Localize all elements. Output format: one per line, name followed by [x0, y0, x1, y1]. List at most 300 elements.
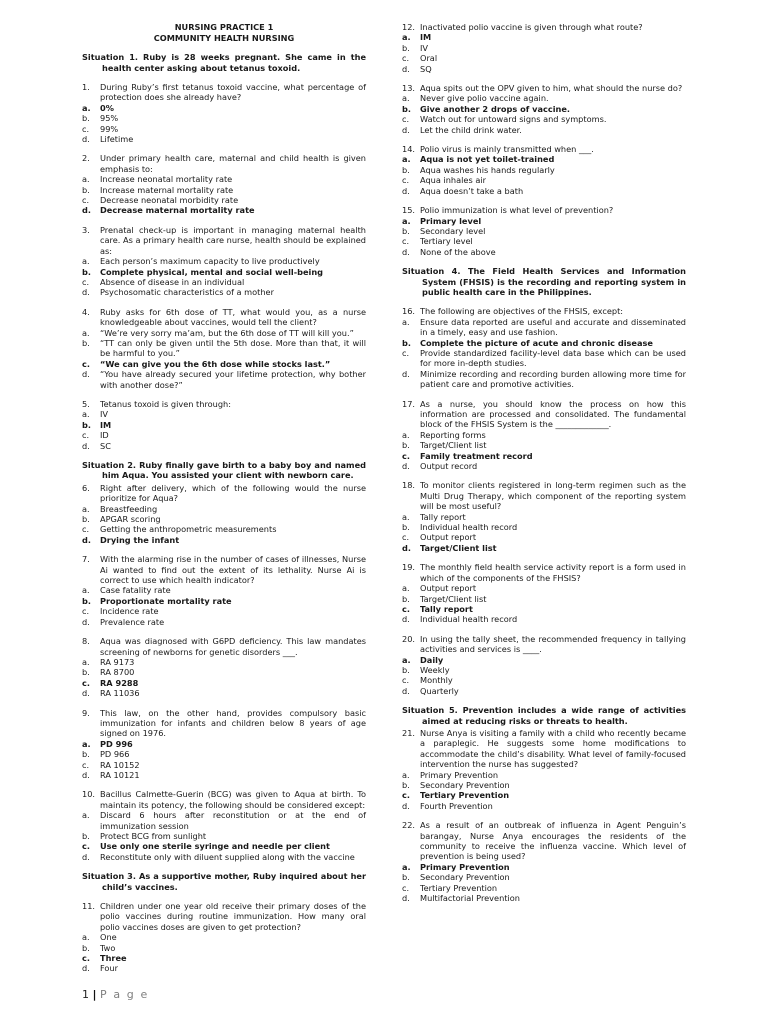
option-letter: c. [402, 114, 410, 125]
option-letter: c. [402, 675, 410, 686]
answer-option [82, 524, 366, 534]
option-letter: b. [82, 514, 90, 525]
option-text: “You have already secured your lifetime protection, why bother with another dose?” [100, 369, 366, 390]
option-text: Psychosomatic characteristics of a mother [100, 287, 274, 298]
left-column-body [82, 52, 366, 974]
option-text: RA 10152 [100, 759, 140, 770]
question-item [82, 399, 366, 451]
option-text: Getting the anthropometric measurements [100, 524, 277, 535]
option-text: RA 8700 [100, 667, 135, 678]
answer-option-correct [402, 32, 686, 42]
question-number: 20. [402, 633, 416, 644]
option-letter: a. [82, 810, 90, 821]
answer-option [402, 883, 686, 893]
question-number: 21. [402, 727, 416, 738]
option-letter: c. [402, 450, 410, 461]
option-text: Watch out for untoward signs and symptoms. [420, 114, 607, 125]
option-text: PD 966 [100, 749, 130, 760]
question-item [402, 562, 686, 624]
question-item [82, 307, 366, 390]
option-text: Output report [420, 532, 477, 543]
answer-option [82, 831, 366, 841]
option-text: Absence of disease in an individual [100, 276, 245, 287]
situation-heading: Situation 4. The Field Health Services and Information System (FHSIS) is the recording and reporting system in public health care in the Philippines. [402, 266, 686, 297]
option-letter: d. [402, 893, 410, 904]
option-letter: c. [82, 606, 90, 617]
answer-option [402, 770, 686, 780]
option-text: “TT can only be given until the 5th dose. More than that, it will be harmful to you.” [100, 337, 366, 359]
question-item [82, 225, 366, 298]
answer-option-correct [402, 451, 686, 461]
question-number: 2. [82, 153, 90, 164]
option-text: Aqua is not yet toilet-trained [420, 154, 555, 165]
answer-option [402, 665, 686, 675]
option-letter: d. [402, 542, 411, 553]
option-letter: c. [82, 524, 90, 535]
question-number: 7. [82, 554, 90, 565]
answer-option-correct [82, 420, 366, 430]
question-text: Children under one year old receive their primary doses of the polio vaccines during routine immunization. How many oral polio vaccines doses are given to get protection? [100, 901, 366, 932]
option-letter: a. [82, 585, 90, 596]
answer-option [402, 583, 686, 593]
option-letter: b. [402, 522, 410, 533]
answer-option [82, 409, 366, 419]
question-stem [82, 901, 366, 932]
option-text: Never give polio vaccine again. [420, 93, 549, 104]
option-letter: b. [402, 593, 410, 604]
option-text: Oral [420, 53, 438, 64]
option-text: Complete the picture of acute and chronic disease [420, 337, 653, 348]
option-letter: d. [82, 369, 90, 380]
answer-option [82, 688, 366, 698]
question-stem [82, 82, 366, 103]
option-text: IM [420, 32, 432, 43]
option-letter: d. [82, 769, 90, 780]
question-item [402, 634, 686, 696]
question-text: The monthly field health service activity report is a form used in which of the components of the FHSIS? [420, 562, 686, 583]
option-text: Tertiary Prevention [420, 790, 510, 801]
answer-option-correct [402, 604, 686, 614]
question-stem [82, 708, 366, 739]
option-letter: c. [82, 195, 90, 206]
answer-option [402, 440, 686, 450]
option-text: Four [100, 963, 118, 974]
answer-option [402, 93, 686, 103]
question-stem [402, 144, 686, 154]
option-text: PD 996 [100, 738, 133, 749]
question-item [402, 399, 686, 472]
question-stem [402, 205, 686, 215]
option-text: Tally report [420, 603, 473, 614]
question-item [402, 144, 686, 196]
question-number: 6. [82, 482, 90, 493]
question-stem [82, 153, 366, 174]
question-number: 1. [82, 82, 90, 92]
option-text: Tally report [420, 511, 466, 522]
option-letter: c. [402, 882, 410, 893]
option-letter: b. [82, 667, 90, 678]
question-stem [402, 306, 686, 316]
option-letter: d. [82, 963, 90, 974]
option-letter: b. [82, 337, 90, 348]
question-item [402, 728, 686, 811]
option-letter: b. [82, 942, 90, 953]
question-number: 19. [402, 562, 416, 573]
option-text: Provide standardized facility-level data base which can be used for more in-depth studies. [420, 347, 686, 369]
option-text: Tertiary level [420, 236, 473, 247]
answer-option [402, 801, 686, 811]
question-number: 5. [82, 398, 90, 409]
answer-option [402, 64, 686, 74]
question-text: Aqua was diagnosed with G6PD deficiency. This law mandates screening of newborns for genetic disorders ___. [100, 636, 366, 657]
option-text: Lifetime [100, 134, 134, 145]
answer-option-correct [82, 841, 366, 851]
option-letter: c. [402, 790, 410, 801]
answer-option [402, 780, 686, 790]
answer-option [82, 657, 366, 667]
answer-option [82, 932, 366, 942]
question-number: 12. [402, 22, 416, 32]
question-stem [402, 820, 686, 862]
question-stem [402, 562, 686, 583]
question-stem [402, 22, 686, 32]
question-item [402, 83, 686, 135]
option-letter: a. [402, 32, 411, 43]
question-item [82, 483, 366, 545]
option-letter: c. [82, 759, 90, 770]
answer-option [402, 594, 686, 604]
answer-option [402, 186, 686, 196]
answer-option [82, 124, 366, 134]
option-text: Discard 6 hours after reconstitution or at the end of immunization session [100, 810, 366, 831]
option-text: One [100, 932, 117, 943]
question-item [402, 820, 686, 903]
question-item [402, 22, 686, 74]
question-stem [402, 634, 686, 655]
option-letter: b. [82, 749, 90, 760]
option-letter: c. [402, 53, 410, 64]
option-letter: d. [402, 185, 410, 196]
option-letter: c. [402, 603, 410, 614]
answer-option [82, 943, 366, 953]
question-text: Right after delivery, which of the following would the nurse prioritize for Aqua? [100, 482, 366, 504]
question-item [82, 153, 366, 215]
option-text: Tertiary Prevention [420, 882, 498, 893]
option-letter: c. [402, 532, 410, 543]
question-text: Ruby asks for 6th dose of TT, what would you, as a nurse knowledgeable about vaccines, would tell the client? [100, 306, 366, 328]
option-text: Reconstitute only with diluent supplied along with the vaccine [100, 851, 355, 862]
question-item [82, 636, 366, 698]
answer-option [82, 328, 366, 338]
question-stem [82, 225, 366, 256]
question-text: As a result of an outbreak of influenza in Agent Penguin’s barangay, Nurse Anya encourages the residents of the community to receive the influenza vaccine. Which level of prevention is being used? [420, 820, 686, 862]
answer-option [402, 175, 686, 185]
question-number: 4. [82, 306, 90, 317]
question-number: 8. [82, 636, 90, 647]
answer-option [82, 606, 366, 616]
answer-option [82, 585, 366, 595]
answer-option [82, 134, 366, 144]
answer-option [402, 461, 686, 471]
option-text: Primary Prevention [420, 861, 510, 872]
option-text: Quarterly [420, 685, 459, 696]
option-text: Decrease neonatal morbidity rate [100, 195, 239, 206]
answer-option [82, 185, 366, 195]
answer-option [402, 532, 686, 542]
option-text: Daily [420, 654, 444, 665]
question-number: 3. [82, 224, 90, 235]
option-letter: b. [402, 225, 410, 236]
answer-option [82, 617, 366, 627]
option-letter: d. [402, 461, 410, 472]
answer-option [402, 317, 686, 338]
option-text: Increase neonatal mortality rate [100, 174, 233, 185]
option-letter: b. [402, 164, 410, 175]
option-text: Prevalence rate [100, 616, 165, 627]
answer-option [82, 760, 366, 770]
answer-option [402, 430, 686, 440]
question-number: 10. [82, 789, 96, 800]
option-letter: c. [82, 358, 90, 369]
option-letter: a. [82, 738, 91, 749]
option-letter: c. [82, 276, 90, 287]
answer-option [82, 504, 366, 514]
question-stem [82, 636, 366, 657]
option-letter: a. [82, 656, 90, 667]
option-text: Monthly [420, 675, 453, 686]
option-text: SC [100, 440, 111, 451]
answer-option [402, 114, 686, 124]
answer-option [402, 893, 686, 903]
answer-option-correct [82, 205, 366, 215]
question-number: 13. [402, 83, 416, 94]
question-stem [402, 728, 686, 770]
answer-option [402, 43, 686, 53]
answer-option [82, 369, 366, 390]
option-text: Give another 2 drops of vaccine. [420, 103, 570, 114]
answer-option-correct [402, 104, 686, 114]
option-letter: a. [82, 102, 91, 113]
option-letter: a. [402, 154, 411, 165]
answer-option-correct [402, 862, 686, 872]
option-text: Drying the infant [100, 534, 180, 545]
option-letter: d. [82, 134, 90, 145]
option-text: Two [100, 942, 116, 953]
page-footer [82, 988, 149, 1002]
answer-option-correct [402, 543, 686, 553]
answer-option-correct [82, 535, 366, 545]
answer-option [402, 512, 686, 522]
option-letter: b. [82, 113, 90, 124]
answer-option-correct [82, 739, 366, 749]
option-letter: b. [82, 595, 91, 606]
option-letter: c. [82, 841, 90, 852]
option-letter: a. [82, 932, 90, 943]
option-letter: a. [402, 583, 410, 594]
option-letter: b. [402, 780, 410, 790]
option-letter: c. [82, 677, 90, 688]
answer-option [82, 749, 366, 759]
option-text: ID [100, 430, 109, 441]
question-item [82, 554, 366, 627]
page-label: P a g e [100, 988, 149, 1001]
option-text: 99% [100, 123, 119, 134]
option-text: Output report [420, 583, 477, 594]
option-text: Individual health record [420, 614, 518, 625]
answer-option [402, 522, 686, 532]
answer-option [402, 686, 686, 696]
situation-heading: Situation 2. Ruby finally gave birth to a baby boy and named him Aqua. You assisted your client with newborn care. [82, 460, 366, 481]
option-text: Secondary Prevention [420, 780, 510, 790]
answer-option [82, 667, 366, 677]
option-text: Three [100, 953, 127, 964]
answer-option [82, 174, 366, 184]
question-item [82, 82, 366, 144]
option-letter: d. [82, 534, 91, 545]
option-text: Aqua washes his hands regularly [420, 164, 555, 175]
option-text: Secondary level [420, 225, 486, 236]
question-text: Under primary health care, maternal and child health is given emphasis to: [100, 153, 366, 174]
answer-option [82, 514, 366, 524]
answer-option-correct [82, 103, 366, 113]
answer-option [402, 125, 686, 135]
option-letter: d. [82, 287, 90, 298]
question-number: 11. [82, 901, 96, 912]
option-letter: a. [82, 503, 90, 514]
option-letter: b. [402, 42, 410, 53]
question-stem [82, 554, 366, 585]
question-number: 17. [402, 398, 416, 409]
question-text: Polio immunization is what level of prevention? [420, 205, 614, 216]
answer-option [82, 430, 366, 440]
answer-option [402, 872, 686, 882]
option-text: Individual health record [420, 522, 518, 533]
option-letter: b. [402, 440, 410, 451]
option-letter: d. [402, 614, 410, 625]
question-item [82, 901, 366, 974]
option-letter: b. [82, 419, 91, 430]
option-text: Ensure data reported are useful and accurate and disseminated in a timely, easy and use fashion. [420, 316, 686, 338]
answer-option [82, 963, 366, 973]
option-text: Decrease maternal mortality rate [100, 205, 255, 216]
option-text: RA 10121 [100, 769, 140, 780]
question-text: Prenatal check-up is important in managing maternal health care. As a primary health care nurse, health should be explained as: [100, 224, 366, 256]
option-text: Incidence rate [100, 606, 159, 617]
option-letter: b. [82, 184, 90, 195]
question-number: 15. [402, 205, 416, 216]
option-text: Secondary Prevention [420, 872, 510, 883]
answer-option-correct [82, 678, 366, 688]
option-text: Reporting forms [420, 429, 486, 440]
option-text: Increase maternal mortality rate [100, 184, 234, 195]
answer-option-correct [82, 267, 366, 277]
question-number: 22. [402, 820, 416, 831]
option-letter: c. [402, 236, 410, 247]
answer-option [402, 247, 686, 257]
option-letter: d. [402, 800, 410, 811]
option-text: Case fatality rate [100, 585, 171, 596]
option-text: Minimize recording and recording burden allowing more time for patient care and promotive activities. [420, 368, 686, 390]
option-letter: b. [82, 831, 90, 841]
answer-option [82, 338, 366, 359]
option-letter: a. [82, 256, 90, 267]
option-letter: d. [402, 124, 410, 135]
option-letter: a. [402, 654, 411, 665]
situation-heading: Situation 1. Ruby is 28 weeks pregnant. She came in the health center asking about tetanus toxoid. [82, 52, 366, 73]
option-letter: d. [82, 688, 90, 699]
option-text: None of the above [420, 246, 496, 257]
question-text: Bacillus Calmette-Guerin (BCG) was given to Aqua at birth. To maintain its potency, the following should be considered except: [100, 789, 366, 810]
option-letter: d. [82, 851, 90, 862]
option-letter: d. [402, 246, 410, 257]
answer-option [82, 277, 366, 287]
page-number: 1 [82, 988, 89, 1001]
option-letter: c. [402, 175, 410, 186]
option-letter: a. [402, 769, 410, 780]
option-text: Complete physical, mental and social well-being [100, 266, 324, 277]
option-text: RA 9173 [100, 656, 135, 667]
option-letter: b. [402, 664, 410, 675]
option-text: Output record [420, 461, 478, 472]
answer-option [402, 165, 686, 175]
option-letter: a. [82, 327, 90, 338]
question-item [82, 789, 366, 862]
option-letter: a. [402, 429, 410, 440]
question-text: Polio virus is mainly transmitted when ___. [420, 144, 594, 155]
option-letter: a. [82, 174, 90, 185]
document-title [82, 22, 366, 43]
question-number: 14. [402, 144, 416, 155]
answer-option-correct [402, 338, 686, 348]
option-text: RA 11036 [100, 688, 140, 699]
question-stem [82, 307, 366, 328]
question-text: To monitor clients registered in long-term regimen such as the Multi Drug Therapy, which component of the reporting system will be most useful? [420, 480, 686, 512]
option-text: Family treatment record [420, 450, 533, 461]
answer-option [82, 113, 366, 123]
option-letter: c. [402, 347, 410, 358]
option-text: Proportionate mortality rate [100, 595, 232, 606]
option-text: “We’re very sorry ma’am, but the 6th dose of TT will kill you.” [100, 327, 354, 338]
answer-option [82, 256, 366, 266]
option-text: Weekly [420, 664, 450, 675]
option-text: Fourth Prevention [420, 800, 493, 811]
option-text: Breastfeeding [100, 503, 158, 514]
question-text: Aqua spits out the OPV given to him, what should the nurse do? [420, 83, 683, 94]
option-letter: d. [402, 685, 410, 696]
answer-option [82, 810, 366, 831]
question-stem [402, 83, 686, 93]
answer-option [402, 369, 686, 390]
question-item [82, 708, 366, 781]
option-letter: d. [82, 440, 90, 451]
option-letter: a. [402, 215, 411, 226]
title-line-2: COMMUNITY HEALTH NURSING [153, 32, 295, 43]
option-text: Primary level [420, 215, 482, 226]
question-item [402, 205, 686, 257]
question-text: The following are objectives of the FHSIS, except: [420, 306, 624, 317]
option-letter: d. [402, 368, 410, 379]
option-text: IV [420, 42, 429, 53]
option-letter: a. [402, 93, 410, 104]
option-text: IM [100, 419, 112, 430]
option-text: Aqua inhales air [420, 175, 486, 186]
answer-option [82, 441, 366, 451]
title-line-1: NURSING PRACTICE 1 [174, 22, 274, 32]
option-text: 95% [100, 113, 119, 124]
option-text: Use only one sterile syringe and needle per client [100, 841, 330, 852]
option-letter: b. [82, 266, 91, 277]
question-text: Tetanus toxoid is given through: [100, 398, 231, 409]
